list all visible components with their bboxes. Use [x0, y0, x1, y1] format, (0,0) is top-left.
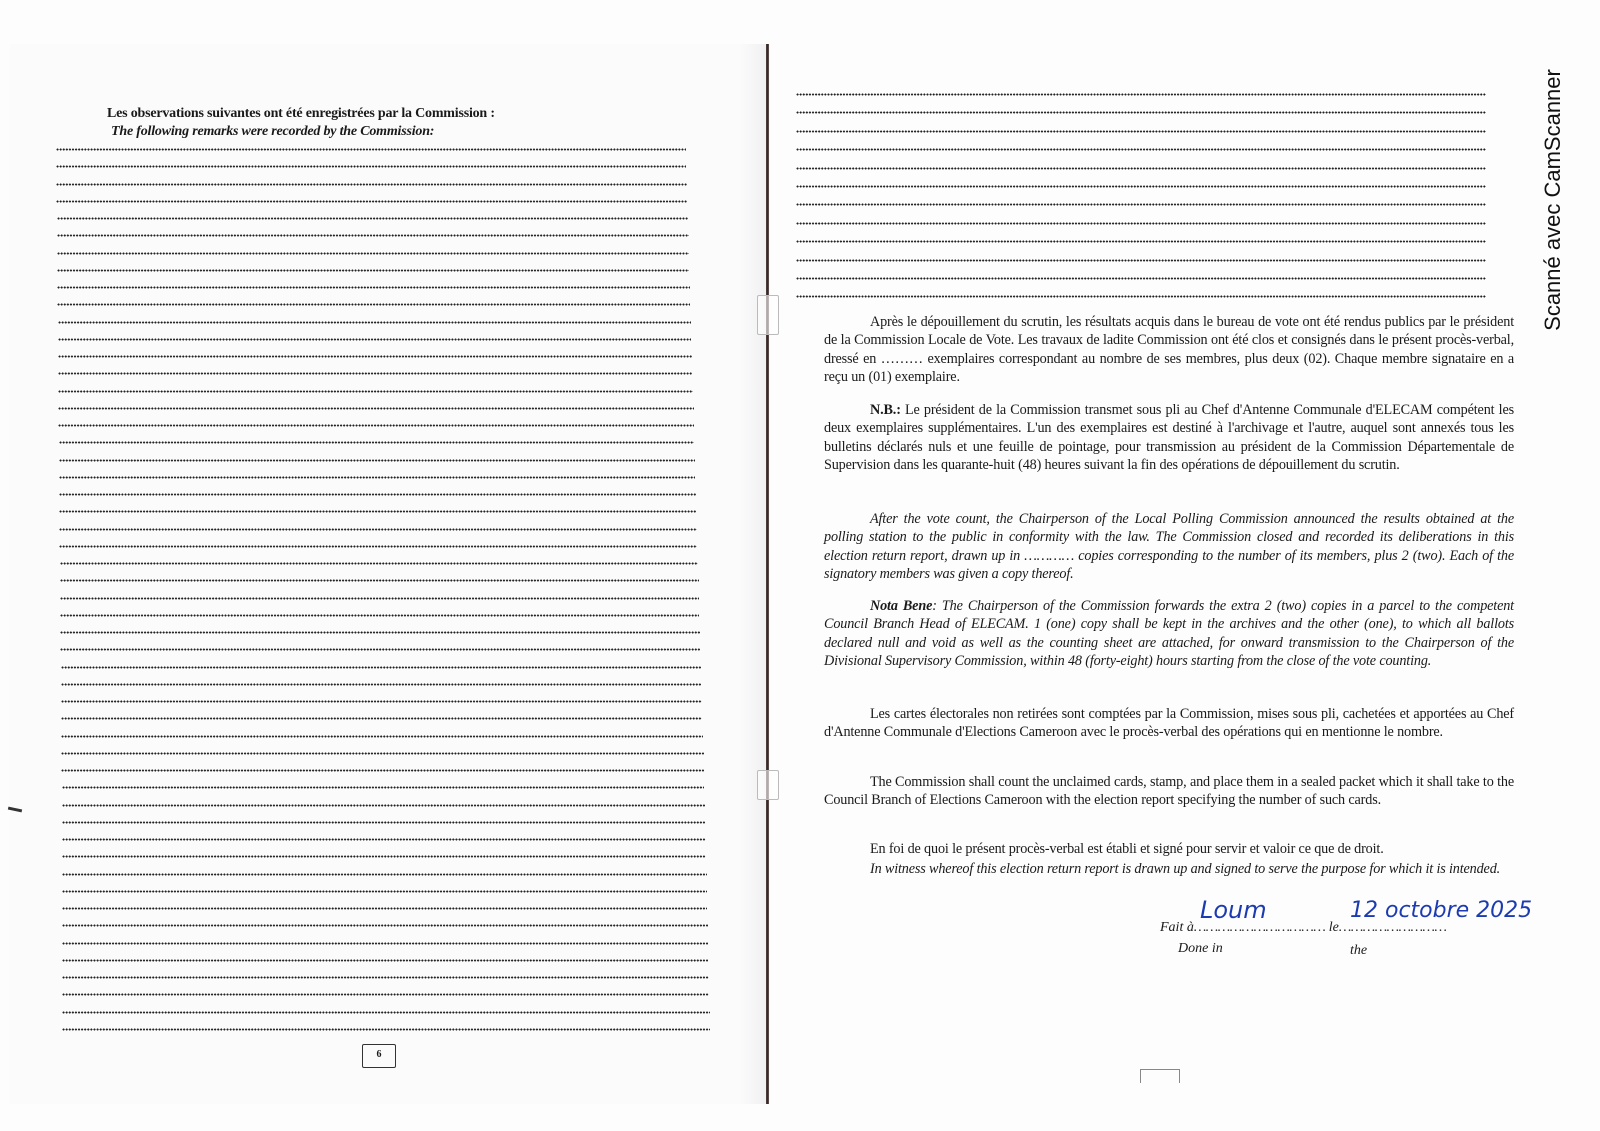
left-page [10, 44, 770, 1104]
blank-line [56, 200, 687, 203]
blank-line [58, 372, 693, 375]
blank-line [56, 183, 687, 186]
blank-line [59, 476, 696, 479]
blank-line [58, 424, 694, 427]
blank-line [62, 942, 708, 945]
nb-label: N.B.: [870, 402, 901, 418]
signature-place-date-line: Fait à…………………………… le……………………… [1160, 920, 1447, 935]
blank-line [60, 597, 699, 600]
blank-line [796, 93, 1486, 96]
blank-line [57, 234, 689, 237]
blank-line [57, 217, 688, 220]
handwritten-date: 12 octobre 2025 [1350, 898, 1533, 923]
blank-line [796, 203, 1486, 206]
blank-line [59, 545, 697, 548]
fait-a-label: Fait à [1160, 920, 1194, 935]
blank-line [62, 786, 705, 789]
blank-line [60, 614, 699, 617]
page-number: 6 [362, 1044, 396, 1068]
blank-line [57, 252, 689, 255]
blank-line [796, 111, 1486, 114]
blank-line [62, 924, 708, 927]
blank-line [62, 890, 707, 893]
paragraph-nota-bene-en: Nota Bene: The Chairperson of the Commission forwards the extra 2 (two) copies in a parcel to the competent Council Branch Head of ELECAM. 1 (one) copy shall be kept in the archives and the other (one), to which all ballots declared null and void as well as the counting sheet are attached, for onward transmission to the Chairperson of the Divisional Supervisory Commission, within 48 (forty-eight) hours starting from the close of the vote counting. [824, 598, 1514, 670]
blank-line [56, 148, 686, 151]
blank-line [796, 295, 1486, 298]
blank-line [59, 510, 696, 513]
blank-line [60, 562, 698, 565]
blank-line [57, 303, 690, 306]
blank-line [61, 666, 702, 669]
paragraph-cards-fr: Les cartes électorales non retirées sont comptées par la Commission, mises sous pli, cachetées et apportées au Chef d'Antenne Communale d'Elections Cameroon avec le procès-verbal des opérations qui en mentionne le nombre. [824, 706, 1514, 741]
blank-line [61, 769, 704, 772]
blank-line [59, 441, 695, 444]
blank-line [59, 459, 695, 462]
blank-line [62, 1011, 710, 1014]
blank-line [796, 130, 1486, 133]
blank-line [61, 752, 703, 755]
camscanner-watermark: Scanné avec CamScanner [1540, 69, 1565, 331]
blank-line [58, 407, 693, 410]
blank-line [58, 338, 692, 341]
blank-line [59, 528, 697, 531]
blank-line [61, 683, 702, 686]
blank-line [62, 959, 708, 962]
blank-line [58, 390, 693, 393]
blank-line [62, 873, 707, 876]
blank-line [61, 700, 702, 703]
paragraph-nb-fr: N.B.: Le président de la Commission transmet sous pli au Chef d'Antenne Communale d'ELECAM compétent les deux exemplaires supplémentaires. L'un des exemplaires est destiné à l'archivage et l'autre, auquel sont annexés tous les bulletins déclarés nuls et une feuille de pointage, pour transmission au président de la Commission Départementale de Supervision dans les quarante-huit (48) heures suivant la fin des opérations de dépouillement du scrutin. [824, 402, 1514, 474]
blank-line [62, 993, 709, 996]
blank-line [796, 148, 1486, 151]
book-spine [766, 44, 769, 1104]
blank-line [796, 259, 1486, 262]
blank-line [61, 717, 703, 720]
nota-bene-label: Nota Bene [870, 598, 933, 614]
blank-line [60, 648, 700, 651]
paragraph-witness-en: In witness whereof this election return report is drawn up and signed to serve the purpose for which it is intended. [870, 861, 1501, 877]
blank-line [58, 321, 692, 324]
blank-line [62, 821, 706, 824]
staple-top [757, 295, 779, 335]
blank-line [796, 185, 1486, 188]
blank-line [62, 1028, 710, 1031]
handwritten-place: Loum [1200, 896, 1267, 924]
blank-line [62, 907, 707, 910]
blank-line [62, 855, 706, 858]
blank-line [57, 269, 689, 272]
page-tab-mark [1140, 1069, 1180, 1083]
blank-line [60, 579, 699, 582]
the-label: the [1350, 943, 1368, 958]
staple-bottom [757, 770, 779, 800]
blank-line [56, 165, 686, 168]
blank-line [57, 286, 690, 289]
observations-heading-fr: Les observations suivantes ont été enregistrées par la Commission : [107, 106, 495, 121]
blank-line [59, 493, 696, 496]
blank-line [796, 240, 1486, 243]
blank-line [61, 735, 703, 738]
le-label: le [1328, 920, 1339, 935]
done-in-label: Done in [1178, 941, 1223, 956]
blank-line [62, 804, 705, 807]
paragraph-cards-en: The Commission shall count the unclaimed cards, stamp, and place them in a sealed packet which it shall take to the Council Branch of Elections Cameroon with the election report specifying the number of such cards. [824, 774, 1514, 809]
blank-line [796, 222, 1486, 225]
blank-line [62, 976, 709, 979]
blank-line [796, 277, 1486, 280]
paragraph-results-fr: Après le dépouillement du scrutin, les résultats acquis dans le bureau de vote ont été rendus publics par le président de la Commission Locale de Vote. Les travaux de ladite Commission ont été clos et consignés dans le présent procès-verbal, dressé en ……… exemplaires correspondant au nombre de ses membres, plus deux (02). Chaque membre signataire en a reçu un (01) exemplaire. [824, 314, 1514, 386]
blank-line [58, 355, 692, 358]
paragraph-witness-fr: En foi de quoi le présent procès-verbal est établi et signé pour servir et valoir ce que de droit. [870, 841, 1384, 857]
spine-shadow [740, 44, 766, 1104]
observations-heading-en: The following remarks were recorded by the Commission: [111, 124, 435, 139]
blank-line [796, 167, 1486, 170]
blank-line [62, 838, 706, 841]
blank-line [60, 631, 700, 634]
paragraph-results-en: After the vote count, the Chairperson of the Local Polling Commission announced the results obtained at the polling station to the public in conformity with the law. The Commission closed and recorded its deliberations in this election return report, drawn up in ………… copies corresponding to the number of its members, plus 2 (two). Each of the signatory members was given a copy thereof. [824, 511, 1514, 583]
